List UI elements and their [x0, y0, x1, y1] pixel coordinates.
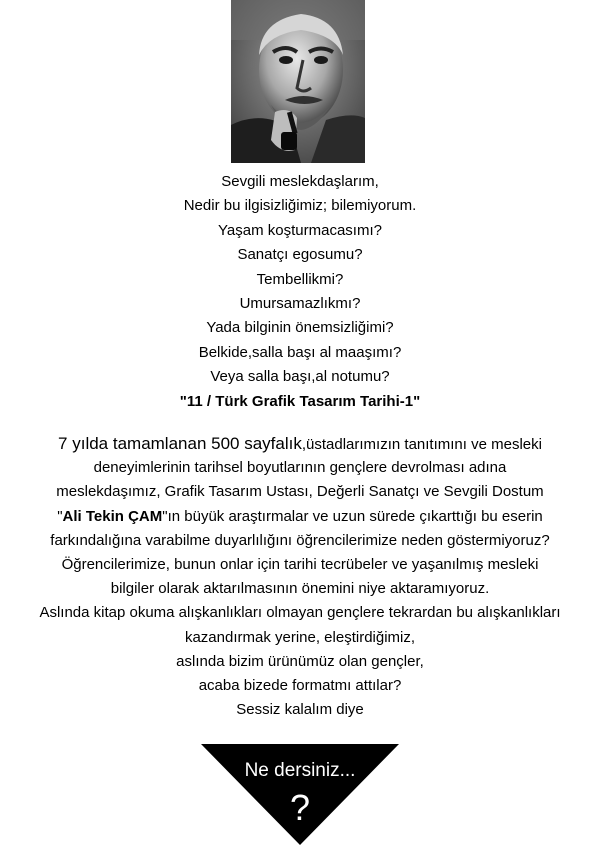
poem-line: Belkide,salla başı al maaşımı? — [198, 343, 402, 361]
poem-line: Yaşam koşturmacasımı? — [218, 221, 382, 239]
poem-line: Yada bilginin önemsizliğimi? — [206, 319, 394, 337]
poem-line: Nedir bu ilgisizliğimiz; bilemiyorum. — [183, 197, 417, 215]
portrait-photo — [231, 0, 365, 163]
poem-line: Sevgili meslekdaşlarım, — [221, 173, 379, 190]
body-line-rest: "ın büyük araştırmalar ve uzun sürede çıkarttığı bu eserin — [162, 507, 543, 525]
question-mark: ? — [289, 787, 311, 828]
body-paragraph — [0, 432, 600, 722]
body-line: kazandırmak yerine, eleştirdiğimiz, — [184, 628, 416, 646]
poem-line: Tembellikmi? — [256, 270, 344, 288]
body-line — [0, 505, 600, 529]
body-line: Sessiz kalalım diye — [236, 701, 364, 719]
body-line: bilgiler olarak aktarılmasının önemini niye aktaramıyoruz. — [110, 580, 490, 598]
book-title: "11 / Türk Grafik Tasarım Tarihi-1" — [179, 392, 421, 410]
body-line: deneyimlerinin tarihsel boyutlarının gençlere devrolması adına — [93, 459, 507, 477]
author-name: Ali Tekin ÇAM — [62, 507, 163, 525]
body-line: Öğrencilerimize, bunun onlar için tarihi tecrübeler ve yaşanılmış mesleki — [61, 555, 539, 573]
body-line: aslında bizim ürünümüz olan gençler, — [176, 652, 424, 670]
body-line-rest: ,üstadlarımızın tanıtımını ve mesleki — [301, 436, 542, 453]
body-line: farkındalığına varabilme duyarlılığını öğrencilerimize neden göstermiyoruz? — [50, 531, 550, 549]
poem-line: Umursamazlıkmı? — [239, 294, 361, 312]
body-line: acaba bizede formatmı attılar? — [198, 676, 402, 694]
body-line — [0, 432, 600, 456]
body-line: meslekdaşımız, Grafik Tasarım Ustası, Değerli Sanatçı ve Sevgili Dostum — [56, 483, 544, 501]
poem-block — [0, 170, 600, 414]
body-line: Aslında kitap okuma alışkanlıkları olmayan gençlere tekrardan bu alışkanlıkları — [39, 604, 561, 622]
poem-line: Sanatçı egosumu? — [237, 246, 363, 264]
quote-open: " — [57, 507, 63, 525]
book-intro-big: 7 yılda tamamlanan 500 sayfalık — [58, 434, 302, 453]
poem-line: Veya salla başı,al notumu? — [210, 368, 390, 386]
triangle-label: Ne dersiniz... — [244, 760, 356, 781]
